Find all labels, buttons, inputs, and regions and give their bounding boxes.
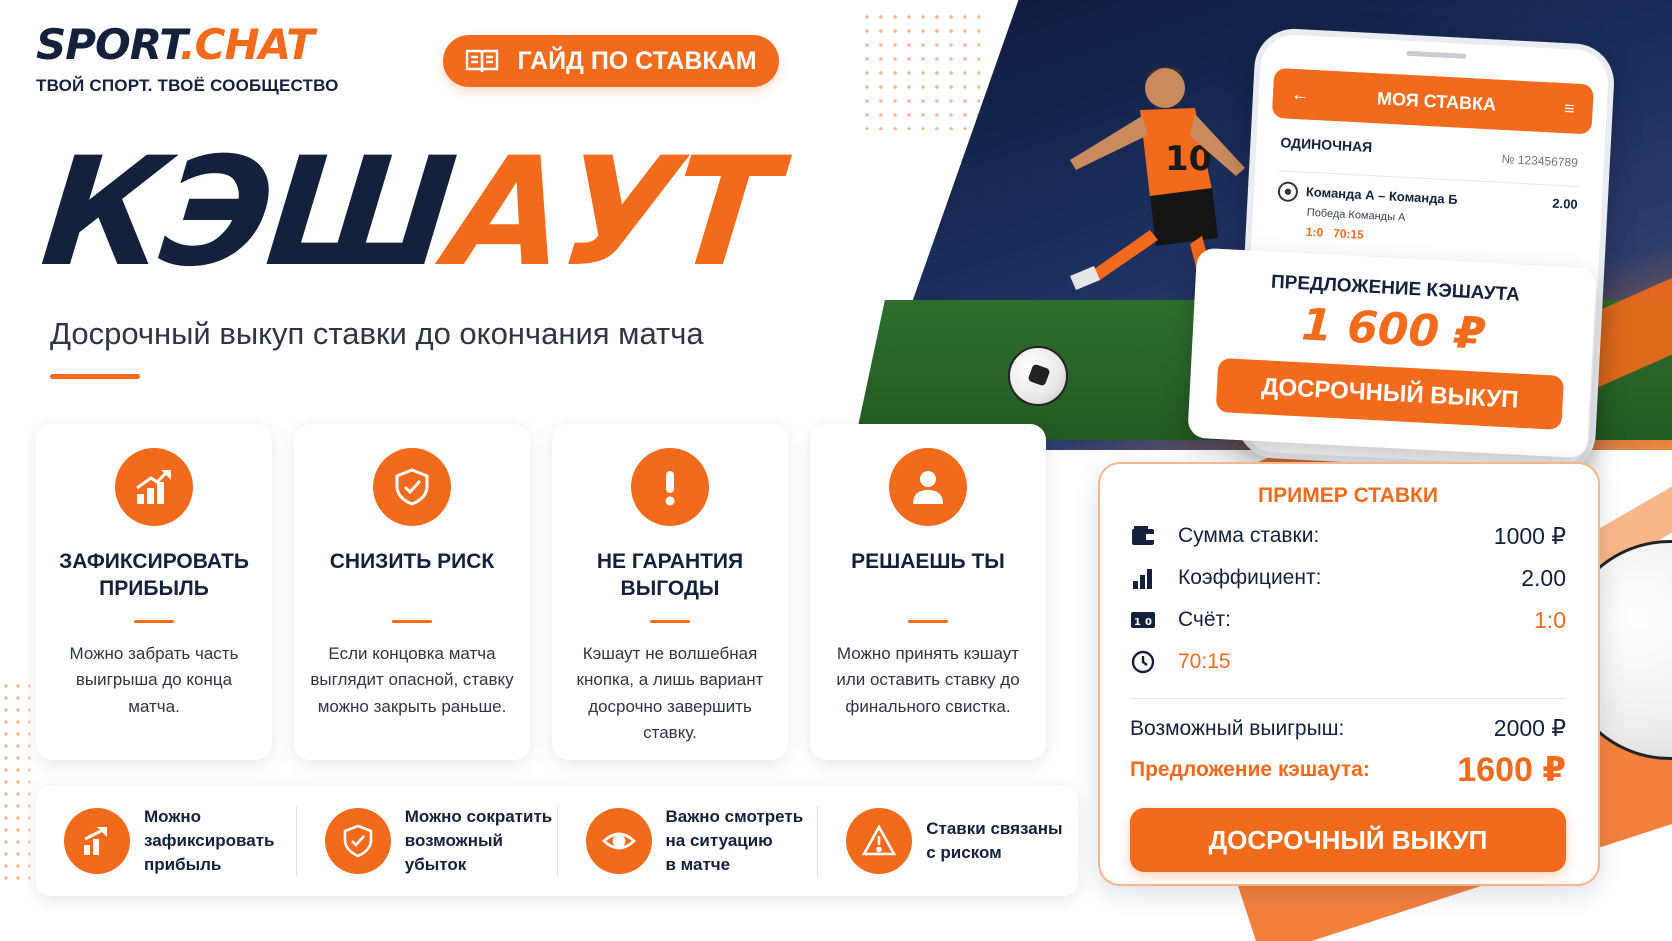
- example-divider: [1130, 698, 1566, 699]
- example-row-score: [1130, 606, 1566, 634]
- match-name: Команда А – Команда Б: [1305, 184, 1458, 208]
- phone-header-bar: [1272, 68, 1594, 135]
- betting-guide-label: ГАЙД ПО СТАВКАМ: [517, 46, 757, 75]
- bet-match-row[interactable]: [1276, 170, 1579, 253]
- chart-arrow-icon: [64, 808, 130, 874]
- phone-notch: [1406, 51, 1466, 59]
- feature-card-text: Можно забрать часть выигрыша до конца матча.: [69, 644, 239, 716]
- shield-check-icon: [373, 448, 451, 526]
- score-value: 1:0: [1534, 606, 1566, 633]
- warning-icon: [846, 808, 912, 874]
- feature-card-title: НЕ ГАРАНТИЯ ВЫГОДЫ: [596, 550, 744, 601]
- feature-card-divider: [650, 620, 690, 623]
- match-time: 70:15: [1332, 226, 1365, 242]
- tip-text: Можно зафиксировать прибыль: [144, 807, 275, 874]
- hero-title: КЭШАУТ: [34, 126, 782, 300]
- feature-card-text: Кэшаут не волшебная кнопка, а лишь вариант досрочно завершить ставку.: [576, 644, 764, 743]
- feature-card-risk: [294, 424, 530, 760]
- tip-text: Ставки связаны с риском: [926, 819, 1063, 862]
- hero-underline: [50, 374, 140, 379]
- offer-value: 1 600 ₽: [1300, 299, 1487, 360]
- eye-icon: [586, 808, 652, 874]
- brand-logo[interactable]: [36, 20, 339, 96]
- example-row-cashout: [1130, 750, 1566, 790]
- tips-strip: [36, 786, 1078, 896]
- user-icon: [889, 448, 967, 526]
- match-odds: 2.00: [1551, 195, 1579, 212]
- tip-item-loss: [297, 806, 558, 876]
- hero-subtitle: Досрочный выкуп ставки до окончания матча: [50, 316, 704, 351]
- chart-up-icon: [115, 448, 193, 526]
- feature-card-title: СНИЗИТЬ РИСК: [329, 550, 495, 573]
- wallet-icon: [1130, 523, 1156, 549]
- cashout-value: 1600 ₽: [1457, 751, 1566, 789]
- feature-cards: [36, 424, 1046, 760]
- exclamation-icon: [631, 448, 709, 526]
- time-value: 70:15: [1178, 650, 1231, 673]
- svg-text:1: 1: [1134, 617, 1141, 628]
- feature-card-divider: [908, 620, 948, 623]
- tip-text: Можно сократить возможный убыток: [404, 807, 553, 874]
- tip-item-watch: [558, 806, 819, 876]
- offer-title: ПРЕДЛОЖЕНИЕ КЭШАУТА: [1270, 271, 1521, 306]
- stake-value: 1000 ₽: [1493, 522, 1566, 549]
- odds-label: Коэффициент:: [1178, 566, 1322, 589]
- cashout-offer-card: [1187, 248, 1596, 459]
- tip-text: Важно смотреть на ситуацию в матче: [665, 807, 804, 874]
- cashout-label: Предложение кэшаута:: [1130, 758, 1370, 781]
- example-row-stake: [1130, 522, 1566, 550]
- feature-card-title: ЗАФИКСИРОВАТЬ ПРИБЫЛЬ: [59, 550, 249, 601]
- feature-card-profit: [36, 424, 272, 760]
- svg-text:0: 0: [1145, 617, 1152, 628]
- feature-card-divider: [392, 620, 432, 623]
- logo-tagline: ТВОЙ СПОРТ. ТВОЁ СООБЩЕСТВО: [36, 76, 339, 95]
- logo-wordmark: SPORT.CHAT: [36, 20, 314, 69]
- scoreboard-icon: [1130, 607, 1156, 633]
- bet-outcome: Победа Команды А: [1306, 206, 1406, 224]
- betting-guide-button[interactable]: [443, 35, 779, 87]
- match-score: 1:0: [1305, 224, 1324, 240]
- menu-icon[interactable]: ≡: [1563, 97, 1576, 119]
- early-buyout-button[interactable]: ДОСРОЧНЫЙ ВЫКУП: [1216, 358, 1564, 430]
- tip-item-profit: [36, 806, 297, 876]
- feature-card-no-guarantee: [552, 424, 788, 760]
- feature-card-title: РЕШАЕШЬ ТЫ: [851, 550, 1005, 573]
- early-buyout-main-button[interactable]: ДОСРОЧНЫЙ ВЫКУП: [1130, 808, 1566, 872]
- bar-chart-icon: [1130, 565, 1156, 591]
- decor-dots-left: [0, 680, 30, 880]
- shield-check-icon: [325, 808, 391, 874]
- example-title: ПРИМЕР СТАВКИ: [1258, 484, 1438, 507]
- back-arrow-icon[interactable]: ←: [1290, 83, 1310, 105]
- win-label: Возможный выигрыш:: [1130, 716, 1345, 740]
- feature-card-divider: [134, 620, 174, 623]
- win-value: 2000 ₽: [1493, 715, 1566, 741]
- tip-item-risk: [818, 806, 1078, 876]
- odds-value: 2.00: [1521, 564, 1566, 591]
- stake-label: Сумма ставки:: [1178, 524, 1320, 547]
- svg-text:10: 10: [1165, 139, 1213, 179]
- clock-icon: [1130, 649, 1156, 675]
- phone-header-title: МОЯ СТАВКА: [1376, 87, 1497, 115]
- bet-number: № 123456789: [1501, 151, 1579, 170]
- score-label: Счёт:: [1178, 608, 1232, 631]
- bet-type: ОДИНОЧНАЯ: [1280, 134, 1373, 156]
- feature-card-you-decide: [810, 424, 1046, 760]
- example-row-odds: [1130, 564, 1566, 592]
- example-row-win: [1130, 715, 1566, 742]
- feature-card-text: Можно принять кэшаут или оставить ставку до финального свистка.: [836, 644, 1020, 716]
- example-row-time: [1130, 648, 1566, 676]
- soccer-ball-icon: [1277, 181, 1298, 202]
- feature-card-text: Если концовка матча выглядит опасной, ставку можно закрыть раньше.: [310, 644, 514, 716]
- book-icon: [465, 48, 499, 74]
- football-ball: [1008, 346, 1068, 406]
- example-bet-panel: [1098, 462, 1600, 886]
